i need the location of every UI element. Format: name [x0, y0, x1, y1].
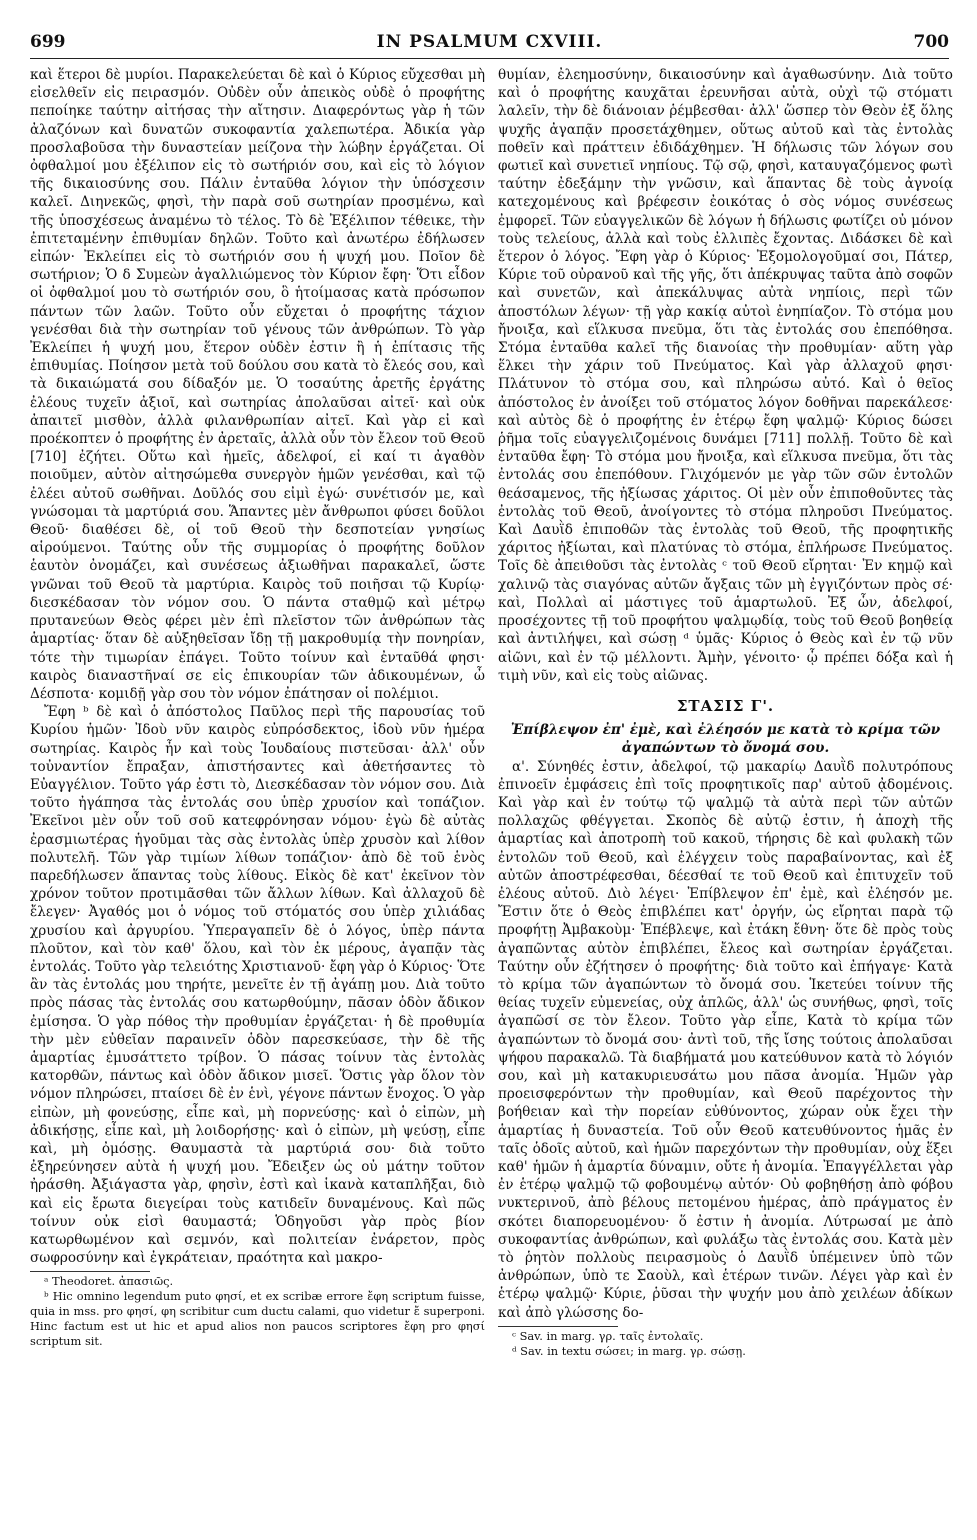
- right-column: [498, 66, 953, 1358]
- left-paragraph-2: Ἔφη ᵇ δὲ καὶ ὁ ἀπόστολος Παῦλος περὶ τῆς παρουσίας τοῦ Κυρίου ἡμῶν· Ἰδοὺ νῦν καιρὸς εὐπρόσδεκτος, ἰδοὺ νῦν ἡμέρα σωτηρίας. Καιρὸς ἦν καὶ τοὺς Ἰουδαίους πιστεῦσαι· ἀλλ' οὖν τοὐναντίον ἔπραξαν, ἀπιστήσαντες καὶ ἀθετήσαντες τὸ Εὐαγγέλιον. Τοῦτο γάρ ἐστι τὸ, Διεσκέδασαν τὸν νόμον σου. Διὰ τοῦτο ἠγάπησα τὰς ἐντολάς σου ὑπὲρ χρυσίον καὶ τοπάζιον. Ἐκεῖνοι μὲν οὖν τοῦ σοῦ κατεφρόνησαν νόμου· ἐγὼ δὲ αὐτὰς ἐρασμιωτέρας ἡγοῦμαι τὰς σὰς ἐντολὰς ὑπὲρ χρυσὸν καὶ λίθον πολυτελῆ. Τῶν γὰρ τιμίων λίθων τοπάζιον· ἀπὸ δὲ τοῦ ἑνὸς παρεδήλωσεν ἅπαντας τοὺς λίθους. Εἰκὸς δὲ κατ' ἐκεῖνον τὸν χρόνον τοῦτον προτιμᾶσθαι τῶν ἄλλων λίθων. Καὶ ἀλλαχοῦ δὲ ἔλεγεν· Ἀγαθός μοι ὁ νόμος τοῦ στόματός σου ὑπὲρ χιλιάδας χρυσίου καὶ ἀργυρίου. Ὑπεραγαπεῖν δὲ ὁ λόγος, ὑπὲρ πάντα πλοῦτον, καὶ τὸν καθ' ὅλου, καὶ τὸν ἐκ μέρους, ἀγαπᾷν τὰς ἐντολάς. Τοῦτο γὰρ τελειότης Χριστιανοῦ· ἔφη γὰρ ὁ Κύριος· Ὅτε ἂν τὰς ἐντολάς μου τηρήτε, μενεῖτε ἐν τῇ ἀγάπῃ μου. Διὰ τοῦτο πρὸς πάσας τὰς ἐντολάς σου κατωρθούμην, πᾶσαν ὁδὸν ἄδικον ἐμίσησα. Ὁ γὰρ πόθος τὴν προθυμίαν ἐργάζεται· ἡ δὲ προθυμία τὴν μὲν εὐθεῖαν παραινεῖν ὁδὸν παρεσκεύασε, τὴν δὲ τῆς ἁμαρτίας ἐμυσάττετο τρίβον. Ὁ πάσας τοίνυν τὰς ἐντολὰς κατορθῶν, πάντως καὶ ὁδὸν ἄδικον μισεῖ. Ὅστις γὰρ ὅλον τὸν νόμον πληρώσει, πταίσει δὲ ἐν ἑνὶ, γέγονε πάντων ἔνοχος. Ὁ γὰρ εἰπὼν, μὴ φονεύσῃς, εἶπε καὶ, μὴ πορνεύσῃς· καὶ ὁ εἰπὼν, μὴ ἀδικήσῃς, εἶπε καὶ, μὴ λοιδορήσῃς· καὶ ὁ εἰπὼν, μὴ ψεύσῃ, εἶπε καὶ, μὴ ὀμόσῃς. Θαυμαστὰ τὰ μαρτύριά σου· διὰ τοῦτο ἐξηρεύνησεν αὐτὰ ἡ ψυχή μου. Ἔδειξεν ὡς οὐ μάτην τοῦτον ἠράσθη. Ἀξιάγαστα γὰρ, φησὶν, ἐστὶ καὶ ἱκανὰ καταπλῆξαι, διὸ καὶ εἰς ἔρωτα διεγείραι τοὺς κατιδεῖν δυναμένους. Καὶ πῶς τοίνυν οὐκ εἰσὶ θαυμαστά; Ὁδηγοῦσι γὰρ πρὸς βίον κατωρθωμένον καὶ σεμνόν, καὶ πολιτείαν ἐνάρετον, πρὸς σωφροσύνην καὶ ἐγκράτειαν, πραότητα καὶ μακρο-: [30, 704, 485, 1267]
- footnote-d: ᵈ Sav. in textu σώσει; in marg. γρ. σώσῃ.: [512, 1343, 746, 1358]
- footnote-b: ᵇ Hic omnino legendum puto φησί, et ex scribæ errore ἔφη scriptum fuisse, quia in mss. pro φησί, φη scribitur cum ductu calami, quo videtur ἔ superponi. Hinc factum est ut hic et apud alios non paucos scriptores ἔφη pro φησί scriptum sit.: [30, 1289, 485, 1348]
- footnote-c: ᶜ Sav. in marg. γρ. ταῖς ἐντολαῖς.: [512, 1328, 704, 1343]
- footnote-a: ᵃ Theodoret. ἀπασιῶς.: [44, 1274, 174, 1289]
- right-paragraph-1: θυμίαν, ἐλεημοσύνην, δικαιοσύνην καὶ ἀγαθωσύνην. Διὰ τοῦτο καὶ ὁ προφήτης καυχᾶται ἐρευνῆσαι αὐτὰ, οὐχὶ τῷ στόματι λαλεῖν, τὴν δὲ διάνοιαν ῥέμβεσθαι· ἀλλ' ὥσπερ τὸν Θεὸν ἐξ ὅλης ψυχῆς ἀγαπᾷν προσετάχθημεν, οὕτως αὐτοῦ καὶ τὰς ἐντολὰς ποθεῖν καὶ πράττειν ἐδιδάχθημεν. Ἡ δήλωσις τῶν λόγων σου φωτιεῖ καὶ συνετιεῖ νηπίους. Τῷ σῷ, φησὶ, καταυγαζόμενος φωτὶ ταύτην ἐδεξάμην τὴν γνῶσιν, καὶ ἅπαντας δὲ τοὺς ἀγνοίᾳ κατεχομένους καὶ βρέφεσιν ἐοικότας ὁ σὸς νόμος συνέσεως ἐμφορεῖ. Τῶν εὐαγγελικῶν δὲ λόγων ἡ δήλωσις φωτίζει οὐ μόνον τοὺς τελείους, ἀλλὰ καὶ τοὺς ἐλλιπὲς ἔχοντας. Διδάσκει δὲ καὶ ἕτερον ὁ λόγος. Ἔφη γὰρ ὁ Κύριος· Ἐξομολογοῦμαί σοι, Πάτερ, Κύριε τοῦ οὐρανοῦ καὶ τῆς γῆς, ὅτι ἀπέκρυψας ταῦτα ἀπὸ σοφῶν καὶ συνετῶν, καὶ ἀπεκάλυψας αὐτὰ νηπίοις, περὶ τῶν ἀποστόλων λέγων· τῇ γὰρ κακίᾳ αὐτοὶ ἐνηπίαζον. Τὸ στόμα μου ἤνοιξα, καὶ εἵλκυσα πνεῦμα, ὅτι τὰς ἐντολάς σου ἐπεπόθησα. Στόμα ἐνταῦθα καλεῖ τῆς διανοίας τὴν προθυμίαν· αὕτη γὰρ ἕλκει τὴν χάριν τοῦ Πνεύματος. Καὶ γὰρ ἀλλαχοῦ φησι· Πλάτυνον τὸ στόμα σου, καὶ πληρώσω αὐτό. Καὶ ὁ θεῖος ἀπόστολος ἐν ἀνοίξει τοῦ στόματος λόγον δοθῆναι παρεκάλεσε· καὶ αὐτὸς δὲ ὁ προφήτης ἐν ἑτέρῳ ἔφη ψαλμῷ· Κύριος δώσει ῥῆμα τοῖς εὐαγγελιζομένοις δυνάμει [711] πολλῇ. Τοῦτο δὲ καὶ ἐνταῦθα ἔφη· Τὸ στόμα μου ἤνοιξα, καὶ εἵλκυσα πνεῦμα, ὅτι τὰς ἐντολάς σου ἐπεπόθουν. Γλιχόμενόν με γὰρ τῶν σῶν ἐντολῶν θεάσαμενος, τῆς ἠξίωσας χάριτος. Οἱ μὲν οὖν ἐπιποθοῦντες τὰς ἐντολὰς τοῦ Θεοῦ, ἀνοίγοντες τὸ στόμα πληροῦσι Πνεύματος. Καὶ Δαυῒδ ἐπιποθῶν τὰς ἐντολὰς τοῦ Θεοῦ, τῆς προφητικῆς χάριτος ἠξίωται, καὶ πλατύνας τὸ στόμα, ἐπλήρωσε Πνεύματος. Τοῖς δὲ ἀπειθοῦσι τὰς ἐντολὰς ᶜ τοῦ Θεοῦ εἴρηται· Ἐν κημῷ καὶ χαλινῷ τὰς σιαγόνας αὐτῶν ἄγξαις τῶν μὴ ἐγγιζόντων πρὸς σέ· καὶ, Πολλαὶ αἱ μάστιγες τοῦ ἁμαρτωλοῦ. Ἐξ ὧν, ἀδελφοί, προσέχοντες τῇ τοῦ προφήτου ψαλμῳδίᾳ, τοὺς τοῦ Θεοῦ βοηθείᾳ καὶ ἀντιλήψει, καὶ σώσῃ ᵈ ὑμᾶς· Κύριος ὁ Θεὸς καὶ ἐν τῷ νῦν αἰῶνι, καὶ ἐν τῷ μέλλοντι. Ἀμὴν, γένοιτο· ᾧ πρέπει δόξα καὶ ἡ τιμὴ νῦν, καὶ εἰς τοὺς αἰῶνας.: [498, 67, 953, 684]
- running-header: [30, 30, 949, 58]
- footnote-rule-right: [498, 1326, 618, 1327]
- footnote-rule-left: [30, 1271, 150, 1272]
- section-heading: Ἐπίβλεψον ἐπ' ἐμὲ, καὶ ἐλέησόν με κατὰ τὸ κρίμα τῶν ἀγαπώντων τὸ ὄνομά σου.: [510, 722, 941, 757]
- page-number-right: 700: [913, 32, 949, 52]
- page-number-left: 699: [30, 32, 66, 52]
- running-title: IN PSALMUM CXVIII.: [376, 32, 603, 52]
- left-paragraph-1: καὶ ἕτεροι δὲ μυρίοι. Παρακελεύεται δὲ καὶ ὁ Κύριος εὔχεσθαι μὴ εἰσελθεῖν εἰς πειρασμόν. Οὐδὲν οὖν ἀπεικὸς οὐδὲ ὁ προφήτης πεποίηκε ταύτην αἰτήσας τὴν αἴτησιν. Διαφερόντως γὰρ ἡ τῶν ἀλαζόνων καὶ δυνατῶν συκοφαντία χαλεπωτέρα. Ἀδικία γὰρ προσλαβοῦσα τὴν δυναστείαν μείζονα τὴν λώβην ἐργάζεται. Οἱ ὀφθαλμοί μου ἐξέλιπον εἰς τὸ σωτήριόν σου, καὶ εἰς τὸ λόγιον τῆς δικαιοσύνης σου. Πάλιν ἐνταῦθα λόγιον τὴν ὑπόσχεσιν καλεῖ. Διηνεκῶς, φησὶ, τὴν παρὰ σοῦ σωτηρίαν προσμένω, καὶ τῆς ὑποσχέσεως ἀναμένω τὸ τέλος. Τὸ δὲ Ἐξέλιπον τέθεικε, τὴν ἐπιτεταμένην ἐπιθυμίαν δηλῶν. Τοῦτο καὶ ἀνωτέρω ἐδήλωσεν εἰπών· Ἐκλείπει εἰς τὸ σωτήριόν σου ἡ ψυχή μου. Ποῖον δὲ σωτήριον; Ὁ δ Συμεὼν ἀγαλλιώμενος τὸν Κύριον ἔφη· Ὅτι εἶδον οἱ ὀφθαλμοί μου τὸ σωτήριόν σου, ὃ ἡτοίμασας κατὰ πρόσωπον πάντων τῶν λαῶν. Τοῦτο οὖν εὔχεται ὁ προφήτης τάχιον γενέσθαι διὰ τὴν σωτηρίαν τοῦ γένους τῶν ἀνθρώπων. Τὸ γὰρ Ἐκλείπει ἡ ψυχή μου, ἕτερον οὐδὲν ἐστιν ἢ ἡ ἐπίτασις τῆς ἐπιθυμίας. Ποίησον μετὰ τοῦ δούλου σου κατὰ τὸ ἔλεός σου, καὶ τὰ δικαιώματά σου δίδαξόν με. Ὁ τοσαύτης ἀρετῆς ἐργάτης ἐλέους τυχεῖν ἀξιοῖ, καὶ σωτηρίας ἀπολαῦσαι αἰτεῖ· καὶ οὐκ ἀπαιτεῖ μισθὸν, ἀλλὰ φιλανθρωπίαν αἰτεῖ. Καὶ γὰρ εἰ καὶ προέκοπτεν ὁ προφήτης ἐν ἀρεταῖς, ἀλλὰ οὖν τὸν ἔλεον τοῦ Θεοῦ [710] ἐζήτει. Οὕτω καὶ ἡμεῖς, ἀδελφοί, εἰ καί τι ἀγαθὸν ποιοῦμεν, αὐτὸν αἰτησώμεθα συνεργὸν ἡμῶν γενέσθαι, καὶ τῷ ἐλέει αὐτοῦ σωθῆναι. Δοῦλός σου εἰμὶ ἐγώ· συνέτισόν με, καὶ γνώσομαι τὰ μαρτύριά σου. Ἅπαντες μὲν ἄνθρωποι φύσει δοῦλοι Θεοῦ· διαθέσει δὲ, οἱ τοῦ Θεοῦ τὴν δεσποτείαν γνησίως αἱρούμενοι. Ταύτης οὖν τῆς συμμορίας ὁ προφήτης δοῦλον ἑαυτὸν ὀνομάζει, καὶ συνέσεως ἀξιωθῆναι παρακαλεῖ, ὥστε γνῶναι τοῦ Θεοῦ τὰ μαρτύρια. Καιρὸς τοῦ ποιῆσαι τῷ Κυρίῳ· διεσκέδασαν τὸν νόμον σου. Ὁ πάντα σταθμῷ καὶ μέτρῳ πρυτανεύων Θεὸς φέρει μὲν ἐπὶ πλεῖστον τῶν ἀνθρώπων τὰς ἁμαρτίας· ὅταν δὲ αὐξηθεῖσαν ἴδῃ τῇ μακροθυμίᾳ τὴν πονηρίαν, τότε τὴν τιμωρίαν ἐπάγει. Τοῦτο τοίνυν καὶ ἐνταῦθά φησι· καιρὸς διαναστῆναί σε εἰς ἐπικουρίαν τῶν ἀδικουμένων, ὦ Δέσποτα· κομιδῇ γὰρ σου τὸν νόμον ἐπάτησαν οἱ πολέμιοι.: [30, 67, 485, 702]
- section-paragraph-1: α'. Σύνηθές ἐστιν, ἀδελφοί, τῷ μακαρίῳ Δαυῒδ πολυτρόπους ἐπινοεῖν ἐμφάσεις ἐπὶ τοῖς προφητικοῖς παρ' αὐτοῦ ᾀδομένοις. Καὶ γὰρ καὶ ἐν τούτῳ τῷ ψαλμῷ τὰ αὐτὰ περὶ τῶν αὐτῶν πολλαχῶς φθέγγεται. Σκοπὸς δὲ αὐτῷ ἐστιν, ἡ ἀποχὴ τῆς ἁμαρτίας καὶ ἀποτροπὴ τοῦ κακοῦ, τήρησις δὲ καὶ φυλακὴ τῶν ἐντολῶν τοῦ Θεοῦ, καὶ ἐλέγχειν τοὺς παραβαίνοντας, καὶ ἐξ αὐτῶν ἀποστρέφεσθαι, δέεσθαί τε τοῦ Θεοῦ καὶ ἐπιτυχεῖν τοῦ ἐλέους αὐτοῦ. Διὸ λέγει· Ἐπίβλεψον ἐπ' ἐμὲ, καὶ ἐλέησόν με. Ἔστιν ὅτε ὁ Θεὸς ἐπιβλέπει κατ' ὀργήν, ὡς εἴρηται παρὰ τῷ προφήτῃ Ἀμβακοὺμ· Ἐπέβλεψε, καὶ ἐτάκη ἔθνη· ὅτε δὲ πρὸς τοὺς ἀγαπῶντας αὐτὸν ἐπιβλέπει, ἔλεος καὶ σωτηρίαν ἐργάζεται. Ταύτην οὖν ἐζήτησεν ὁ προφήτης· διὰ τοῦτο καὶ ἐπήγαγε· Κατὰ τὸ κρίμα τῶν ἀγαπώντων τὸ ὄνομά σου. Ἱκετεύει τοίνυν τῆς θείας τυχεῖν εὐμενείας, οὐχ ἁπλῶς, ἀλλ' ὡς συνήθως, φησὶ, τοῖς ἀγαπῶσί σε τὸν ἔλεον. Τοῦτο γὰρ εἶπε, Κατὰ τὸ κρίμα τῶν ἀγαπώντων τὸ ὄνομά σου· ἀντὶ τοῦ, τῆς ἴσης τούτοις ἀπολαῦσαι ψήφου παρακαλῶ. Τὰ διαβήματά μου κατεύθυνον κατὰ τὸ λόγιόν σου, καὶ μὴ κατακυριευσάτω μου πᾶσα ἀνομία. Ἡμῶν γὰρ προεισφερόντων τὴν προθυμίαν, καὶ Θεοῦ παρέχοντος τὴν βοήθειαν καὶ τὴν πορείαν εὐθύνοντος, χώραν οὐκ ἔχει τὴν ἁμαρτίας ἡ δυναστεία. Τοῦ οὖν Θεοῦ κατευθύνοντος ἡμᾶς ἐν ταῖς ὁδοῖς αὐτοῦ, καὶ ἡμῶν παρεχόντων τὴν προθυμίαν, οὐχ ἕξει καθ' ἡμῶν ἡ ἁμαρτία δύναμιν, οὔτε ἡ ἀνομία. Ἐπαγγέλλεται γὰρ ἐν ἑτέρῳ ψαλμῷ τῷ φοβουμένῳ αὐτόν· Οὐ φοβηθήσῃ ἀπὸ φόβου νυκτερινοῦ, ἀπὸ βέλους πετομένου ἡμέρας, ἀπὸ πράγματος ἐν σκότει διαπορευομένου· ὅ ἐστιν ἡ ἀνομία. Λύτρωσαί με ἀπὸ συκοφαντίας ἀνθρώπων, καὶ φυλάξω τὰς ἐντολάς σου. Κατὰ μὲν τὸ ῥητὸν πολλοὺς πειρασμοὺς ὁ Δαυῒδ ὑπέμεινεν ὑπὸ τῶν ἀνθρώπων, ὑπὸ τε Σαοὺλ, καὶ ἑτέρων τινῶν. Λέγει γὰρ καὶ ἐν ἑτέρῳ ψαλμῷ· Κύριε, ῥῦσαι τὴν ψυχήν μου ἀπὸ χειλέων ἀδίκων καὶ ἀπὸ γλώσσης δο-: [498, 758, 953, 1321]
- section-title: ΣΤΑΣΙΣ Γ'.: [676, 696, 775, 715]
- left-column: [30, 66, 485, 1348]
- header-rule: [30, 58, 949, 59]
